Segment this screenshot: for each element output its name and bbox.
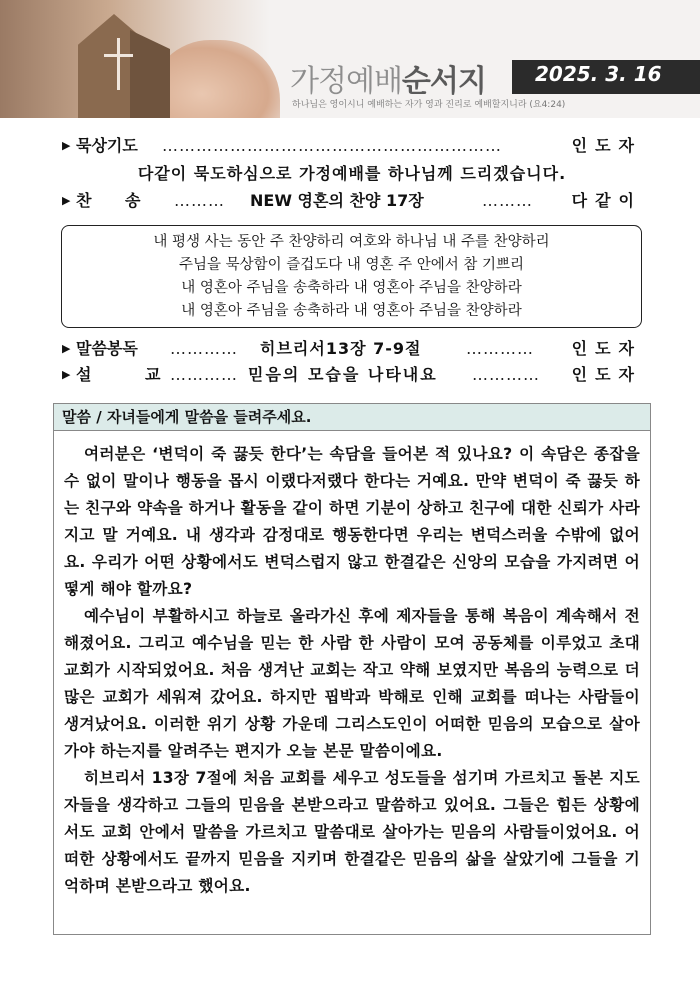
header-banner [0, 0, 700, 118]
order-leader: 인도자 [571, 339, 642, 358]
sermon-heading: 말씀 / 자녀들에게 말씀을 들려주세요. [54, 404, 650, 431]
header-photo [0, 0, 270, 118]
order-sermon [62, 363, 642, 387]
sermon-paragraph: 여러분은 ‘변덕이 죽 끓듯 한다’는 속담을 들어본 적 있나요? 이 속담은 종잡을 수 없이 말이나 행동을 몹시 이랬다저랬다 한다는 거예요. 만약 변덕이 죽 끓듯 하는 친구와 약속을 하거나 활동을 같이 하면 기분이 상하고 친구에 대한 신뢰가 사라지고 말 거예요. 내 생각과 감정대로 행동한다면 우리는 변덕스러울 수밖에 없어요. 우리가 어떤 상황에서도 변덕스럽지 않고 한결같은 신앙의 모습을 가지려면 어떻게 해야 할까요? [64, 445, 640, 598]
order-dots: ……… [482, 191, 533, 210]
order-dots: ………… [170, 365, 238, 384]
house-side-image [130, 30, 170, 118]
order-label: 찬 송 [76, 191, 155, 210]
order-hymn [62, 189, 642, 213]
sermon-section [53, 403, 651, 935]
hymn-lyrics-box [61, 225, 642, 328]
order-label: 설 교 [76, 365, 185, 384]
order-scripture [62, 337, 642, 361]
bullet-triangle-icon: ▶ [62, 368, 71, 381]
bullet-triangle-icon: ▶ [62, 139, 71, 152]
lyric-line: 주님을 묵상함이 즐겁도다 내 영혼 주 안에서 참 기쁘리 [178, 257, 525, 273]
order-leader: 인도자 [571, 365, 642, 384]
order-leader: 인도자 [571, 136, 642, 155]
scripture-reference: 히브리서13장 7-9절 [260, 339, 422, 358]
hymn-title: NEW 영혼의 찬양 17장 [250, 191, 424, 210]
sermon-title: 믿음의 모습을 나타내요 [248, 365, 438, 384]
order-silent-prayer [62, 134, 642, 158]
sermon-paragraph: 히브리서 13장 7절에 처음 교회를 세우고 성도들을 섬기며 가르치고 돌본 지도자들을 생각하고 그들의 믿음을 본받으라고 말씀하고 있어요. 그들은 힘든 상황에서도 교회 안에서 말씀을 가르치고 말씀대로 살아가는 믿음의 사람들이었어요. 어떠한 상황에서도 끝까지 믿음을 지키며 한결같은 믿음의 삶을 살았기에 그들을 기억하며 본받으라고 했어요. [64, 769, 640, 895]
order-label: 묵상기도 [76, 136, 138, 155]
cross-icon-bar [104, 54, 133, 57]
worship-date: 2025. 3. 16 [535, 62, 662, 86]
opening-sentence: 다같이 묵도하심으로 가정예배를 하나님께 드리겠습니다. [137, 164, 567, 183]
sermon-paragraph: 예수님이 부활하시고 하늘로 올라가신 후에 제자들을 통해 복음이 계속해서 전해졌어요. 그리고 예수님을 믿는 한 사람 한 사람이 모여 공동체를 이루었고 초대교회가 시작되었어요. 처음 생겨난 교회는 작고 약해 보였지만 복음의 능력으로 더 많은 교회가 세워져 갔어요. 하지만 핍박과 박해로 인해 교회를 떠나는 사람들이 생겨났어요. 이러한 위기 상황 가운데 그리스도인이 어떠한 믿음의 모습으로 살아가야 하는지를 알려주는 편지가 오늘 본문 말씀이에요. [64, 607, 640, 760]
lyric-line: 내 평생 사는 동안 주 찬양하리 여호와 하나님 내 주를 찬양하리 [153, 234, 550, 250]
order-dots: …………………………………………………… [162, 136, 502, 155]
lyric-line: 내 영혼아 주님을 송축하라 내 영혼아 주님을 찬양하라 [181, 303, 522, 319]
sermon-body [54, 431, 650, 900]
order-label: 말씀봉독 [76, 339, 138, 358]
order-dots: ………… [472, 365, 540, 384]
lyric-line: 내 영혼아 주님을 송축하라 내 영혼아 주님을 찬양하라 [181, 280, 522, 296]
order-dots: ………… [466, 339, 534, 358]
cross-icon [117, 38, 120, 90]
page-title: 가정예배순서지 [290, 64, 486, 99]
bullet-triangle-icon: ▶ [62, 342, 71, 355]
order-dots: ……… [174, 191, 225, 210]
order-dots: ………… [170, 339, 238, 358]
order-leader: 다같이 [571, 191, 642, 210]
bullet-triangle-icon: ▶ [62, 194, 71, 207]
header-verse: 하나님은 영이시니 예배하는 자가 영과 진리로 예배할지니라 (요4:24) [292, 100, 566, 110]
